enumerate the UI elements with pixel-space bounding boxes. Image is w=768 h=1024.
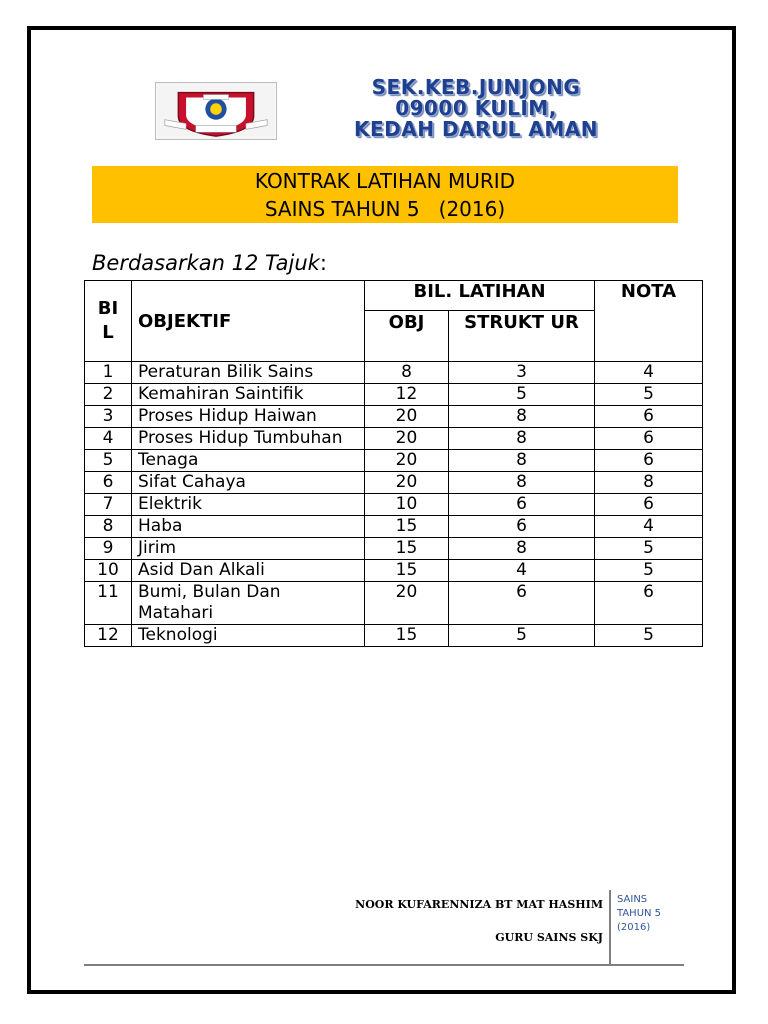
subheading-text: Berdasarkan 12 Tajuk: [92, 251, 320, 275]
row-struktur-count: 8: [449, 472, 595, 494]
subheading-colon: :: [319, 251, 327, 275]
row-objektif: Teknologi: [132, 625, 365, 647]
row-obj-count: 8: [365, 362, 449, 384]
row-nota-count: 4: [595, 362, 703, 384]
teacher-role: GURU SAINS SKJ: [495, 931, 603, 944]
table-row: [85, 450, 703, 472]
table-row: [85, 582, 703, 625]
row-struktur-count: 8: [449, 450, 595, 472]
row-number: 8: [85, 516, 132, 538]
row-nota-count: 6: [595, 582, 703, 625]
row-struktur-count: 5: [449, 384, 595, 406]
subheading: [92, 251, 327, 275]
row-obj-count: 20: [365, 406, 449, 428]
row-obj-count: 20: [365, 450, 449, 472]
row-nota-count: 6: [595, 450, 703, 472]
table-row: [85, 406, 703, 428]
row-number: 7: [85, 494, 132, 516]
footer-divider-vertical: [609, 890, 611, 966]
table-row: [85, 384, 703, 406]
table-body: [85, 362, 703, 647]
row-obj-count: 15: [365, 538, 449, 560]
row-number: 3: [85, 406, 132, 428]
table-row: [85, 362, 703, 384]
row-number: 11: [85, 582, 132, 625]
row-number: 12: [85, 625, 132, 647]
title-line-2: SAINS TAHUN 5 (2016): [264, 197, 506, 221]
row-objektif: Peraturan Bilik Sains: [132, 362, 365, 384]
school-line-1: SEK.KEB.JUNJONG: [371, 75, 581, 99]
header-obj: [365, 311, 449, 362]
row-nota-count: 4: [595, 516, 703, 538]
header-nota: [595, 281, 703, 362]
header-row-1: [85, 281, 703, 311]
row-nota-count: 6: [595, 406, 703, 428]
header-latihan-label: BIL. LATIHAN: [413, 281, 546, 302]
row-number: 10: [85, 560, 132, 582]
footer-side-line-2: TAHUN 5: [617, 908, 662, 919]
school-name: [296, 77, 656, 140]
row-number: 5: [85, 450, 132, 472]
footer-side-line-3: (2016): [617, 922, 651, 933]
row-nota-count: 5: [595, 538, 703, 560]
row-number: 4: [85, 428, 132, 450]
row-objektif: Haba: [132, 516, 365, 538]
row-objektif: Proses Hidup Haiwan: [132, 406, 365, 428]
row-nota-count: 8: [595, 472, 703, 494]
row-objektif: Jirim: [132, 538, 365, 560]
row-obj-count: 10: [365, 494, 449, 516]
teacher-name: NOOR KUFARENNIZA BT MAT HASHIM: [355, 898, 603, 911]
header-bil-label: BI L: [97, 298, 119, 343]
row-obj-count: 20: [365, 582, 449, 625]
row-struktur-count: 6: [449, 516, 595, 538]
table-row: [85, 428, 703, 450]
row-struktur-count: 3: [449, 362, 595, 384]
row-struktur-count: 5: [449, 625, 595, 647]
row-obj-count: 20: [365, 472, 449, 494]
row-obj-count: 12: [365, 384, 449, 406]
row-nota-count: 6: [595, 494, 703, 516]
table-row: [85, 472, 703, 494]
header-obj-label: OBJ: [388, 312, 425, 333]
row-objektif: Bumi, Bulan Dan Matahari: [132, 582, 365, 625]
header-struktur: [449, 311, 595, 362]
row-number: 2: [85, 384, 132, 406]
table-row: [85, 560, 703, 582]
header-latihan: [365, 281, 595, 311]
row-objektif: Elektrik: [132, 494, 365, 516]
row-nota-count: 5: [595, 560, 703, 582]
row-number: 1: [85, 362, 132, 384]
row-struktur-count: 8: [449, 538, 595, 560]
row-struktur-count: 6: [449, 582, 595, 625]
header-struktur-label: STRUKT UR: [464, 312, 579, 333]
row-objektif: Kemahiran Saintifik: [132, 384, 365, 406]
header-objektif: [132, 281, 365, 362]
row-nota-count: 6: [595, 428, 703, 450]
header-bil: [85, 281, 132, 362]
row-obj-count: 15: [365, 560, 449, 582]
footer-side-label: [617, 893, 687, 935]
row-nota-count: 5: [595, 384, 703, 406]
row-objektif: Asid Dan Alkali: [132, 560, 365, 582]
row-objektif: Tenaga: [132, 450, 365, 472]
row-struktur-count: 6: [449, 494, 595, 516]
footer-divider-horizontal: [84, 964, 684, 966]
table-row: [85, 625, 703, 647]
table-row: [85, 494, 703, 516]
row-obj-count: 15: [365, 516, 449, 538]
table-row: [85, 538, 703, 560]
table-row: [85, 516, 703, 538]
footer-side-line-1: SAINS: [617, 894, 648, 905]
row-struktur-count: 8: [449, 428, 595, 450]
row-number: 9: [85, 538, 132, 560]
row-struktur-count: 8: [449, 406, 595, 428]
title-line-1: KONTRAK LATIHAN MURID: [254, 169, 516, 193]
training-table: [84, 280, 703, 647]
row-nota-count: 5: [595, 625, 703, 647]
row-obj-count: 20: [365, 428, 449, 450]
row-number: 6: [85, 472, 132, 494]
header-objektif-label: OBJEKTIF: [138, 310, 232, 332]
title-banner: [92, 166, 678, 223]
row-objektif: Proses Hidup Tumbuhan: [132, 428, 365, 450]
school-line-2: 09000 KULIM,: [395, 96, 557, 120]
row-struktur-count: 4: [449, 560, 595, 582]
row-obj-count: 15: [365, 625, 449, 647]
header-nota-label: NOTA: [620, 281, 677, 302]
school-crest-icon: [155, 82, 277, 140]
row-objektif: Sifat Cahaya: [132, 472, 365, 494]
school-line-3: KEDAH DARUL AMAN: [354, 117, 598, 141]
